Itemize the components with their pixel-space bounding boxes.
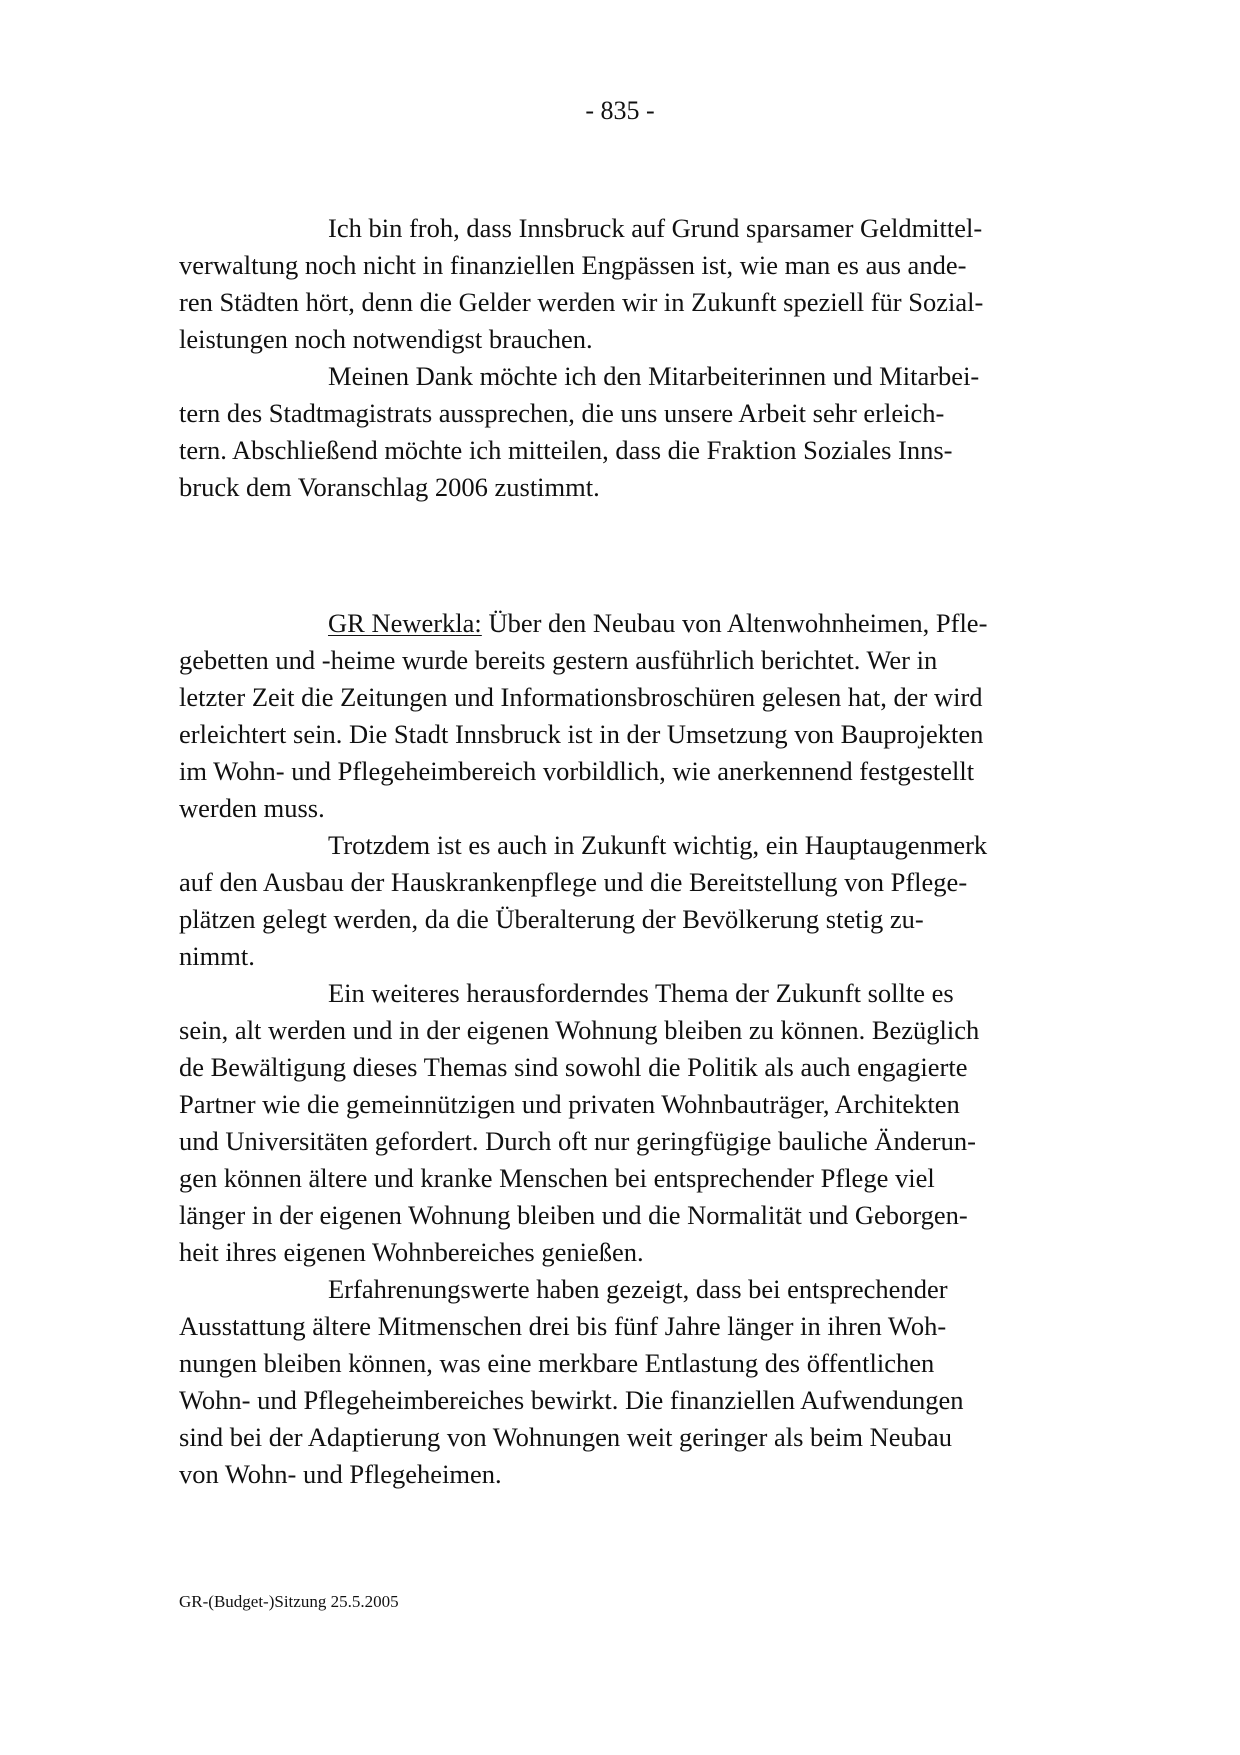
paragraph-line: bruck dem Voranschlag 2006 zustimmt. [179, 472, 600, 502]
paragraph-line: Ein weiteres herausforderndes Thema der Zukunft sollte es [328, 978, 954, 1008]
paragraph-line: Trotzdem ist es auch in Zukunft wichtig, ein Hauptaugenmerk [328, 830, 988, 860]
paragraph-line: leistungen noch notwendigst brauchen. [179, 324, 593, 354]
paragraph-line: werden muss. [179, 793, 325, 823]
paragraph-line: im Wohn- und Pflegeheimbereich vorbildlich, wie anerkennend festgestellt [179, 756, 975, 786]
paragraph-line: Meinen Dank möchte ich den Mitarbeiterinnen und Mitarbei- [328, 361, 980, 391]
page-footer: GR-(Budget-)Sitzung 25.5.2005 [179, 1592, 399, 1611]
paragraph-line: plätzen gelegt werden, da die Überalterung der Bevölkerung stetig zu- [179, 904, 924, 934]
paragraph-line: Ausstattung ältere Mitmenschen drei bis fünf Jahre länger in ihren Woh- [179, 1311, 947, 1341]
speaker-paragraph-start [328, 605, 987, 642]
paragraph-line: sind bei der Adaptierung von Wohnungen weit geringer als beim Neubau [179, 1422, 953, 1452]
paragraph-line: ren Städten hört, denn die Gelder werden wir in Zukunft speziell für Sozial- [179, 287, 984, 317]
paragraph-line: und Universitäten gefordert. Durch oft nur geringfügige bauliche Änderun- [179, 1126, 976, 1156]
paragraph-line: länger in der eigenen Wohnung bleiben und die Normalität und Geborgen- [179, 1200, 968, 1230]
paragraph-line: Wohn- und Pflegeheimbereiches bewirkt. Die finanziellen Aufwendungen [179, 1385, 964, 1415]
paragraph-line: nungen bleiben können, was eine merkbare Entlastung des öffentlichen [179, 1348, 935, 1378]
paragraph-line: letzter Zeit die Zeitungen und Informationsbroschüren gelesen hat, der wird [179, 682, 983, 712]
paragraph-line: verwaltung noch nicht in finanziellen Engpässen ist, wie man es aus ande- [179, 250, 967, 280]
paragraph-line: von Wohn- und Pflegeheimen. [179, 1459, 502, 1489]
paragraph-line: Ich bin froh, dass Innsbruck auf Grund sparsamer Geldmittel- [328, 213, 983, 243]
paragraph-line: nimmt. [179, 941, 255, 971]
paragraph-line: heit ihres eigenen Wohnbereiches genießen. [179, 1237, 644, 1267]
paragraph-line: Erfahrenungswerte haben gezeigt, dass bei entsprechender [328, 1274, 948, 1304]
speaker-name: GR Newerkla: [328, 608, 482, 638]
paragraph-line: Partner wie die gemeinnützigen und privaten Wohnbauträger, Architekten [179, 1089, 960, 1119]
paragraph-line: gen können ältere und kranke Menschen bei entsprechender Pflege viel [179, 1163, 935, 1193]
paragraph-line: auf den Ausbau der Hauskrankenpflege und die Bereitstellung von Pflege- [179, 867, 968, 897]
paragraph-line: de Bewältigung dieses Themas sind sowohl die Politik als auch engagierte [179, 1052, 968, 1082]
paragraph-line-rest: Über den Neubau von Altenwohnheimen, Pfle- [481, 608, 988, 638]
paragraph-line: gebetten und -heime wurde bereits gestern ausführlich berichtet. Wer in [179, 645, 938, 675]
paragraph-line: sein, alt werden und in der eigenen Wohnung bleiben zu können. Bezüglich [179, 1015, 980, 1045]
paragraph-line: erleichtert sein. Die Stadt Innsbruck ist in der Umsetzung von Bauprojekten [179, 719, 984, 749]
paragraph-line: tern. Abschließend möchte ich mitteilen, dass die Fraktion Soziales Inns- [179, 435, 953, 465]
page-number: - 835 - [585, 96, 655, 125]
paragraph-line: tern des Stadtmagistrats aussprechen, die uns unsere Arbeit sehr erleich- [179, 398, 945, 428]
